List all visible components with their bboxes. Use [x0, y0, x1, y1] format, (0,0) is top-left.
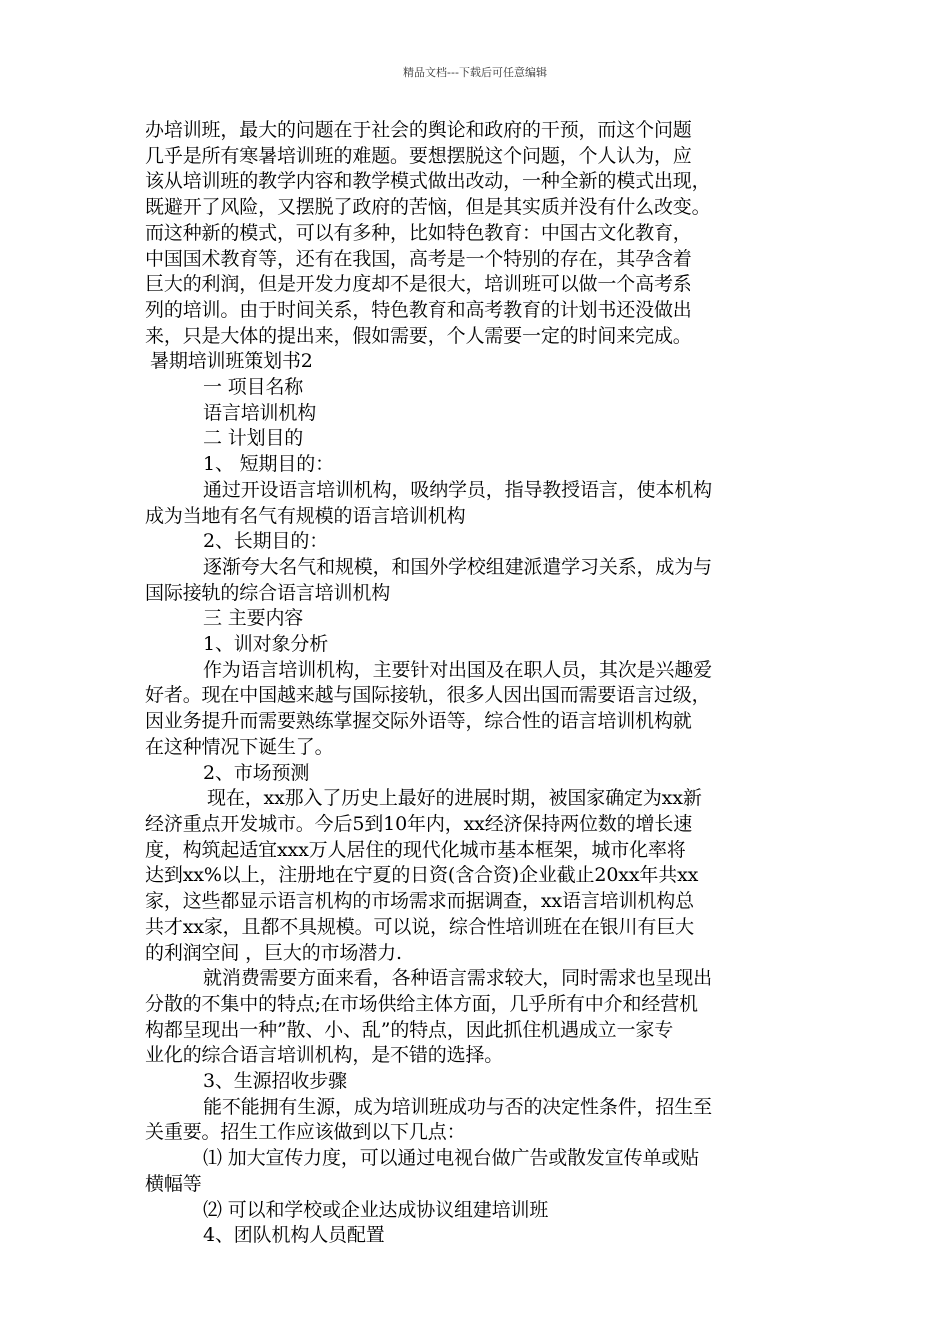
- text-line: 几乎是所有寒暑培训班的难题。要想摆脱这个问题，个人认为，应: [145, 144, 692, 167]
- text-line: 4、团队机构人员配置: [203, 1224, 385, 1247]
- text-line: 来，只是大体的提出来，假如需要，个人需要一定的时间来完成。: [145, 324, 692, 347]
- text-line: 横幅等: [145, 1172, 202, 1195]
- text-line: 就消费需要方面来看，各种语言需求较大，同时需求也呈现出: [203, 967, 712, 990]
- text-line: 作为语言培训机构，主要针对出国及在职人员，其次是兴趣爱: [203, 658, 712, 681]
- text-line: 中国国术教育等，还有在我国，高考是一个特别的存在，其孕含着: [145, 247, 692, 270]
- text-line: 度，构筑起适宜xxx万人居住的现代化城市基本框架，城市化率将: [145, 838, 686, 861]
- text-line: 列的培训。由于时间关系，特色教育和高考教育的计划书还没做出: [145, 298, 692, 321]
- text-line: 现在，xx那入了历史上最好的进展时期，被国家确定为xx新: [207, 787, 702, 810]
- text-line: 2、市场预测: [203, 761, 310, 784]
- text-line: 成为当地有名气有规模的语言培训机构: [145, 504, 466, 527]
- text-line: 构都呈现出一种”散、小、乱”的特点，因此抓住机遇成立一家专: [145, 1018, 674, 1041]
- text-line: 经济重点开发城市。今后5到10年内，xx经济保持两位数的增长速: [145, 812, 693, 835]
- document-body: [145, 118, 805, 1249]
- text-line: ⑵ 可以和学校或企业达成协议组建培训班: [203, 1198, 549, 1221]
- text-line: 暑期培训班策划书2: [150, 350, 313, 373]
- text-line: 国际接轨的综合语言培训机构: [145, 581, 391, 604]
- text-line: 巨大的利润，但是开发力度却不是很大，培训班可以做一个高考系: [145, 273, 692, 296]
- text-line: 三 主要内容: [203, 607, 304, 630]
- text-line: 逐渐夸大名气和规模，和国外学校组建派遣学习关系，成为与: [203, 555, 712, 578]
- text-line: 达到xx%以上，注册地在宁夏的日资(含合资)企业截止20xx年共xx: [145, 864, 699, 887]
- text-line: 好者。现在中国越来越与国际接轨，很多人因出国而需要语言过级，: [145, 684, 711, 707]
- text-line: 通过开设语言培训机构，吸纳学员，指导教授语言，使本机构: [203, 478, 712, 501]
- page-header: 精品文档---下载后可任意编辑: [403, 66, 547, 79]
- text-line: 分散的不集中的特点;在市场供给主体方面，几乎所有中介和经营机: [145, 992, 698, 1015]
- text-line: 3、生源招收步骤: [203, 1070, 347, 1093]
- text-line: 在这种情况下诞生了。: [145, 735, 334, 758]
- text-line: 因业务提升而需要熟练掌握交际外语等，综合性的语言培训机构就: [145, 710, 692, 733]
- text-line: 家，这些都显示语言机构的市场需求而据调查，xx语言培训机构总: [145, 890, 694, 913]
- text-line: 办培训班，最大的问题在于社会的舆论和政府的干预，而这个问题: [145, 119, 692, 141]
- text-line: 能不能拥有生源，成为培训班成功与否的决定性条件，招生至: [203, 1095, 712, 1118]
- text-line: 关重要。招生工作应该做到以下几点：: [145, 1121, 466, 1144]
- text-line: 一 项目名称: [203, 376, 304, 399]
- text-line: 业化的综合语言培训机构，是不错的选择。: [145, 1044, 504, 1067]
- text-line: 而这种新的模式，可以有多种，比如特色教育：中国古文化教育，: [145, 221, 692, 244]
- text-line: 的利润空间 ，巨大的市场潜力.: [145, 941, 402, 964]
- text-line: 共才xx家，且都不具规模。可以说，综合性培训班在在银川有巨大: [145, 915, 694, 938]
- text-line: 1、训对象分析: [203, 633, 329, 656]
- text-line: ⑴ 加大宣传力度，可以通过电视台做广告或散发宣传单或贴: [203, 1147, 699, 1170]
- text-line: 该从培训班的教学内容和教学模式做出改动，一种全新的模式出现，: [145, 170, 711, 193]
- text-line: 语言培训机构: [203, 401, 317, 424]
- text-line: 既避开了风险，又摆脱了政府的苦恼，但是其实质并没有什么改变。: [145, 196, 711, 219]
- text-line: 2、长期目的：: [203, 530, 329, 553]
- text-line: 1、 短期目的：: [203, 453, 334, 476]
- text-line: 二 计划目的: [203, 427, 304, 450]
